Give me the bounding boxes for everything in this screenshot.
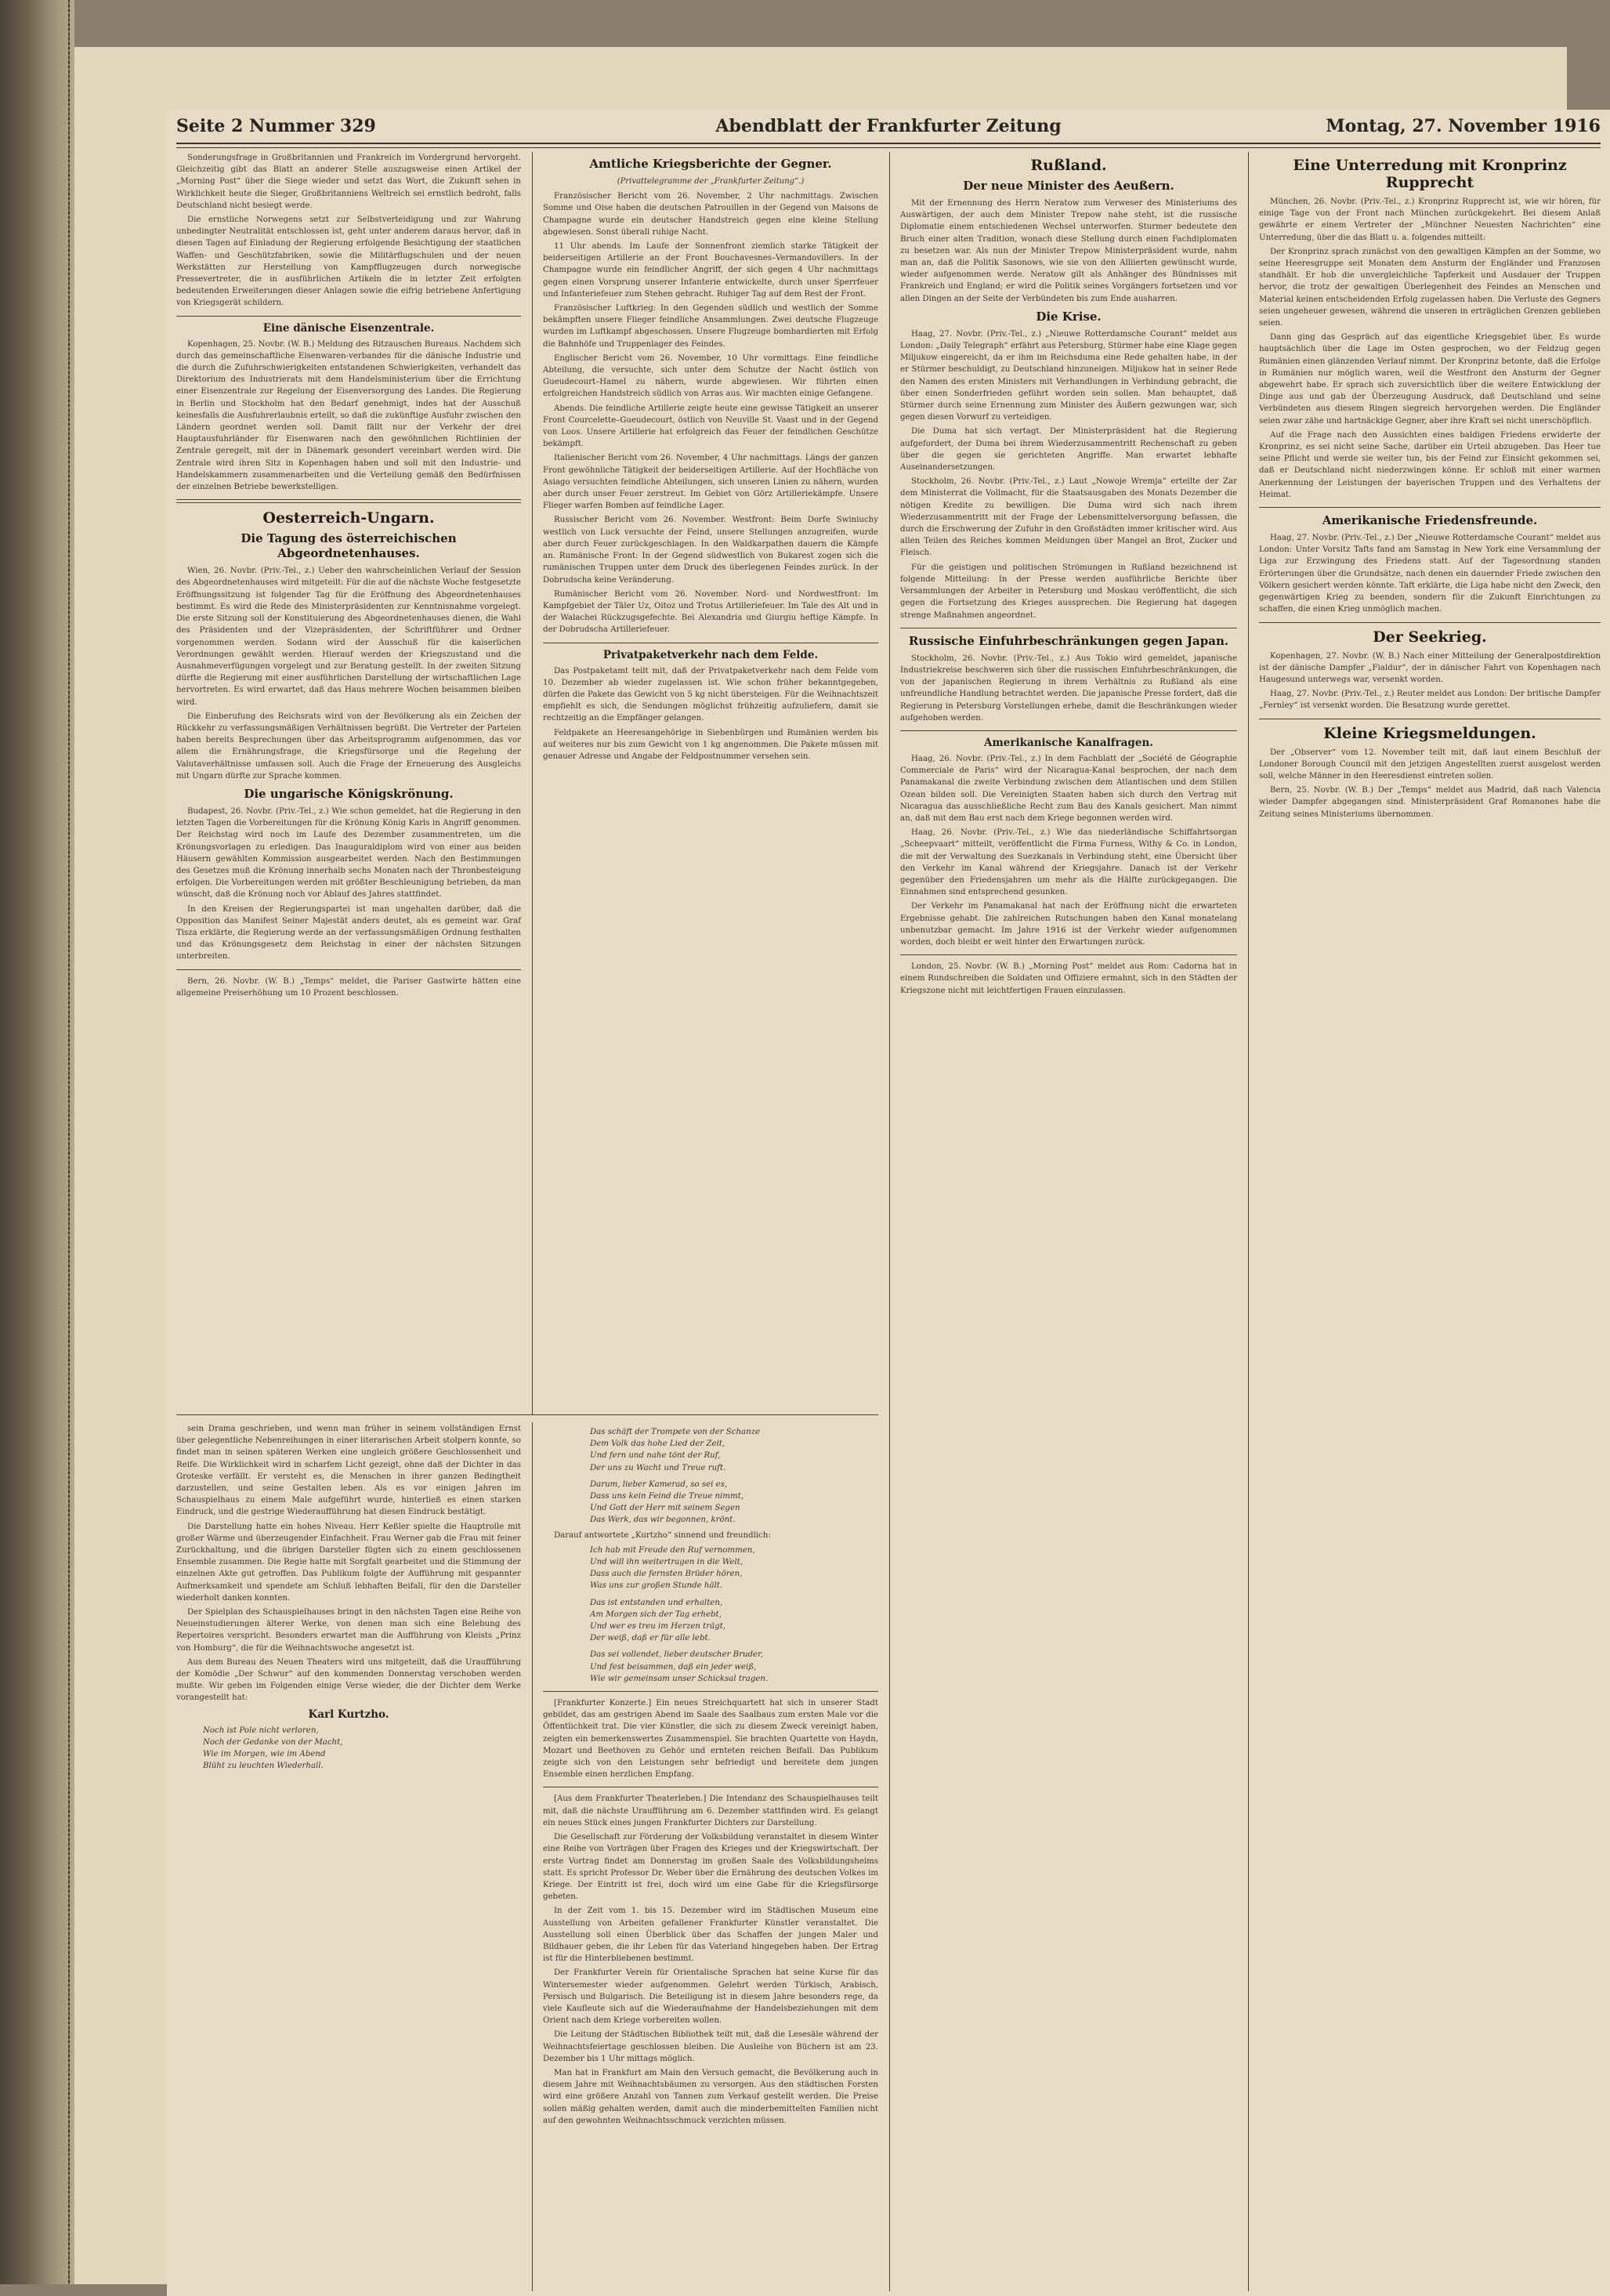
poem-line: Dass auch die fernsten Brüder hören, [590,1570,743,1579]
poem-line: Und fest beisammen, daß ein jeder weiß, [590,1662,757,1671]
article-paragraph: Der Verkehr im Panamakanal hat nach der Eröffnung nicht die erwarteten Ergebnisse gehabt. Die zahlreichen Rutschungen haben den Kanal monatelang unbenutzbar gemacht. Im Jahre 1916 ist der Verkehr wieder aufgenommen worden, doch bleibt er weit hinter den Erwartungen zurück. [900,902,1237,947]
article-paragraph: Stockholm, 26. Novbr. (Priv.-Tel., z.) Laut „Nowoje Wremja“ erteilte der Zar dem Ministerrat die Vollmacht, für die Staatsausgaben des Monats Dezember die nötigen Kredite zu bewilligen. Die Duma wird sich nach ihrem Wiederzusammentritt mit der Frage der Lebensmittelversorgung befassen, die durch die Erschwerung der Zufuhr in den Großstädten immer kritischer wird. Aus allen Teilen des Reiches kommen Meldungen über Mangel an Brot, Zucker und Fleisch. [900,477,1237,558]
poem [590,1545,878,1685]
feuilleton-paragraph: Der Spielplan des Schauspielhauses bringt in den nächsten Tagen eine Reihe von Neueinstudierungen älterer Werke, von denen man sich eine Belebung des Repertoires verspricht. Besonders erwartet man die Aufführung von Kleists „Prinz von Homburg“, die für die Weihnachtswoche angesetzt ist. [176,1608,521,1653]
poem [203,1725,521,1773]
article-paragraph: Italienischer Bericht vom 26. November, 4 Uhr nachmittags. Längs der ganzen Front gewöhnliche Tätigkeit der beiderseitigen Artillerie. Auf der Hochfläche von Asiago versuchten feindliche Abteilungen, sich unseren Linien zu nähern, wurden aber durch unser Feuer zerstreut. Im Gebiet von Görz Artilleriekämpfe. Unsere Flieger warfen Bomben auf feindliche Lager. [543,454,878,511]
section-subtitle: (Privattelegramme der „Frankfurter Zeitung“.) [617,177,805,186]
poem-line: Was uns zur großen Stunde hält. [590,1581,723,1591]
newspaper-sheet [74,47,1601,2284]
article-paragraph: Kopenhagen, 27. Novbr. (W. B.) Nach einer Mitteilung der Generalpostdirektion ist der dänische Dampfer „Fialdur“, der in dänischer Fahrt von Kopenhagen nach Haugesund unterwegs war, versenkt worden. [1259,651,1601,684]
feuilleton-paragraph: Darauf antwortete „Kurtzho“ sinnend und freundlich: [554,1530,771,1540]
article-paragraph: Haag, 27. Novbr. (Priv.-Tel., z.) „Nieuwe Rotterdamsche Courant“ meldet aus London: „Daily Telegraph“ erfährt aus Petersburg, Stürmer habe eine Klage gegen Miljukow eingereicht, da er ihm im Reichsduma eine Rede gehalten habe, in der er Stürmer beschuldigt, zu Deutschland hinzuneigen. Miljukow hat in seiner Rede den Namen des ersten Ministers mit Verhandlungen in Verbindung gebracht, die über einen Sonderfrieden geführt worden sein sollen. Man behauptet, daß Stürmer durch seine Ernennung zum Minister des Äußern gezwungen war, sich gegen diesen Vorwurf zu verteidigen. [900,329,1237,422]
divider [900,730,1237,731]
article-paragraph: Auf die Frage nach den Aussichten eines baldigen Friedens erwiderte der Kronprinz, es sei nicht seine Sache, darüber ein Urteil abzugeben. Das Heer tue seine Pflicht und werde sie weiter tun, bis der Feind zur Einsicht gekommen sei, daß er Deutschland nicht niederzwingen könne. Er schloß mit einer warmen Anerkennung der Leistungen der bayerischen Truppen und des Verhaltens der Heimat. [1259,430,1601,499]
article-paragraph: Der Kronprinz sprach zunächst von den gewaltigen Kämpfen an der Somme, wo seine Heeresgruppe seit Monaten dem Ansturm der Engländer und Franzosen standhält. Er hob die unvergleichliche Tapferkeit und Ausdauer der Truppen hervor, die trotz der gewaltigen Überlegenheit des Feindes an Menschen und Material keinen entscheidenden Erfolg zugelassen haben. Die Verluste des Gegners seien ungeheuer gewesen, während die unseren in erträglichen Grenzen geblieben seien. [1259,247,1601,328]
divider [176,499,521,503]
masthead-rule [176,143,1601,148]
poem-line: Und Gott der Herr mit seinem Segen [590,1504,740,1513]
section-heading: Amtliche Kriegsberichte der Gegner. [589,157,832,171]
article-paragraph: Wien, 26. Novbr. (Priv.-Tel., z.) Ueber den wahrscheinlichen Verlauf der Session des Abgeordnetenhauses wird mitgeteilt: Für die auf die nächste Woche festgesetzte Eröffnungssitzung ist folgender Tag für die Eröffnung des Abgeordnetenhauses bestimmt. Es wird die Rede des Ministerpräsidenten zur Kenntnisnahme vorgelegt. Die erste Sitzung soll der Konstituierung des Abgeordnetenhauses dienen, die Wahl des Präsidenten und der Vizepräsidenten, der Schriftführer und Ordner vorgenommen werden. Sodann wird der Ausschuß für die kaiserlichen Verordnungen gewählt werden. Hierauf werden der Kriegszustand und die Ausnahmeverfügungen vorgelegt und zur Beratung gestellt. In der zweiten Sitzung dürfte die Regierung mit einer ausführlichen Darstellung der wirtschaftlichen Lage hervortreten. Es wird erwartet, daß das Haus mehrere Wochen beisammen bleiben wird. [176,567,521,707]
feuilleton-paragraph: Die Gesellschaft zur Förderung der Volksbildung veranstaltet in diesem Winter eine Reihe von Vorträgen über Fragen des Krieges und der Kriegswirtschaft. Der erste Vortrag findet am Donnerstag im großen Saale des Volksbildungsheims statt. Es spricht Professor Dr. Weber über die Ernährung des deutschen Volkes im Kriege. Der Eintritt ist frei, doch wird um eine Gabe für die Kriegsfürsorge gebeten. [543,1833,878,1902]
feuilleton-paragraph: [Frankfurter Konzerte.] Ein neues Streichquartett hat sich in unserer Stadt gebildet, das am gestrigen Abend im Saale des Saalbaus zum ersten Male vor die Öffentlichkeit trat. Die vier Künstler, die sich zu diesem Zweck vereinigt haben, zeigten ein bemerkenswertes Zusammenspiel. Sie brachten Quartette von Haydn, Mozart und Beethoven zu Gehör und ernteten reichen Beifall. Das Publikum zeigte sich von den Leistungen sehr befriedigt und bereitete dem jungen Ensemble einen herzlichen Empfang. [543,1699,878,1780]
column-rule [1248,152,1249,2291]
article-paragraph: Feldpakete an Heeresangehörige in Siebenbürgen und Rumänien werden bis auf weiteres nur bis zum Gewicht von 1 kg angenommen. Die Pakete müssen mit genauer Adresse und Angabe der Feldpostnummer versehen sein. [543,728,878,761]
article-paragraph: Haag, 26. Novbr. (Priv.-Tel., z.) In dem Fachblatt der „Société de Géographie Commerciale de Paris“ wird der Nicaragua-Kanal besprochen, der nach dem Panamakanal die zweite Verbindung zwischen dem Atlantischen und dem Stillen Ozean bilden soll. Die Vereinigten Staaten haben sich durch den Vertrag mit Nicaragua das ausschließliche Recht zum Bau des Kanals gesichert. Man nimmt an, daß mit dem Bau erst nach dem Kriege begonnen werden wird. [900,754,1237,823]
article-paragraph: In den Kreisen der Regierungspartei ist man ungehalten darüber, daß die Opposition das Manifest Seiner Majestät anders deutet, als es gemeint war. Graf Tisza erklärte, die Regierung werde an der verfassungsmäßigen Ordnung festhalten und das Krönungsgesetz dem Reichstag in einer der nächsten Sitzungen unterbreiten. [176,904,521,961]
feuilleton-column-1 [176,1423,521,2285]
feuilleton-paragraph: Man hat in Frankfurt am Main den Versuch gemacht, die Bevölkerung auch in diesem Jahre mit Weihnachtsbäumen zu versorgen. Aus den städtischen Forsten wird eine größere Anzahl von Tannen zum Verkauf gestellt werden. Die Preise sollen mäßig gehalten werden, damit auch die minderbemittelten Familien nicht auf den gewohnten Weihnachtsschmuck verzichten müssen. [543,2068,878,2125]
poem-line: Blüht zu leuchten Wiederhall. [203,1762,324,1771]
poem-title: Karl Kurtzho. [308,1708,389,1721]
article-paragraph: Der „Observer“ vom 12. November teilt mit, daß laut einem Beschluß der Londoner Borough Council mit den jetzigen Angestellten zuerst ausgelost werden soll, welche Männer in den Heeresdienst eintreten sollen. [1259,748,1601,780]
divider [176,316,521,317]
feuilleton-paragraph: Die Darstellung hatte ein hohes Niveau. Herr Keßler spielte die Hauptrolle mit großer Wärme und überzeugender Einfachheit. Frau Werner gab die Frau mit feiner Zurückhaltung, und die übrigen Darsteller fügten sich zu einem geschlossenen Ensemble zusammen. Die Regie hatte mit Sorgfalt gearbeitet und die Stimmung der einzelnen Akte gut getroffen. Das Publikum folgte der Aufführung mit gespannter Aufmerksamkeit und spendete am Schluß lebhaften Beifall, für den die Darsteller wiederholt danken konnten. [176,1522,521,1602]
page-number: Seite 2 Nummer 329 [176,116,376,136]
poem-line: Und will ihn weitertragen in die Welt, [590,1558,743,1567]
divider [176,969,521,970]
poem-line: Dem Volk das hohe Lied der Zeit, [590,1440,725,1449]
article-paragraph: Russischer Bericht vom 26. November. Westfront: Beim Dorfe Swiniuchy westlich von Luck versuchte der Feind, unsere Stellungen anzugreifen, wurde aber durch Feuer zurückgeschlagen. In den Waldkarpathen dauern die Kämpfe an. Rumänische Front: In der Gegend südwestlich von Bukarest zogen sich die rumänischen Truppen unter dem Druck des überlegenen Feindes zurück. In der Dobrudscha keine Veränderung. [543,516,878,585]
divider [900,954,1237,955]
poem-line: Das ist entstanden und erhalten, [590,1598,723,1607]
article-paragraph: Die Duma hat sich vertagt. Der Ministerpräsident hat die Regierung aufgefordert, der Duma bei ihrem Wiederzusammentritt Rechenschaft zu geben über die gegen sie gerichteten Angriffe. Man erwartet lebhafte Auseinandersetzungen. [900,427,1237,473]
article-heading: Amerikanische Friedensfreunde. [1322,513,1538,528]
column-rule [532,1422,533,2291]
feuilleton-column-2 [543,1423,878,2285]
article-paragraph: Kopenhagen, 25. Novbr. (W. B.) Meldung des Ritzauschen Bureaus. Nachdem sich durch das gemeinschaftliche Eisenwaren-verbandes für die dänische Industrie und die durch die Zufuhrschwierigkeiten entstandenen Schwierigkeiten, verhandelt das Direktorium des Industrierats mit dem Handelsministerium über die Errichtung einer Eisenzentrale zur Regelung der Eisenversorgung des Landes. Die Regierung in Berlin und Stockholm hat den Bedarf genehmigt, indes hat der Ausschuß keinesfalls die Ausfuhrerlaubnis erteilt, so daß die zukünftige Ausfuhr zwischen den Ländern geordnet werden soll. Damit fällt nur der Verkehr der drei Hauptausfuhrländer für Eisenwaren nach den gewöhnlichen Richtlinien der Zentrale geregelt, mit der in Dänemark gesondert vereinbart werden wird. Die Zentrale wird ihren Sitz in Kopenhagen haben und soll mit den Industrie- und Handelskammern zusammenarbeiten und die Verteilung gemäß den Bedürfnissen der einzelnen Betriebe bewerkstelligen. [176,339,521,492]
poem-line: Das Werk, das wir begonnen, krönt. [590,1516,736,1525]
article-paragraph: Englischer Bericht vom 26. November, 10 Uhr vormittags. Eine feindliche Abteilung, die versuchte, sich unter dem Schutze der Nacht östlich von Gueudecourt–Hamel zu nähern, wurde abgewiesen. Wir führten einen erfolgreichen Handstreich südlich von Arras aus. Wir machten einige Gefangene. [543,353,878,399]
poem-line: Das schäft der Trompete von der Schanze [590,1428,761,1436]
article-heading: Die ungarische Königskrönung. [244,786,454,801]
article-paragraph: Stockholm, 26. Novbr. (Priv.-Tel., z.) Aus Tokio wird gemeldet, japanische Industriekreise beschweren sich über die russischen Einfuhrbeschränkungen, die von der japanischen Regierung in ihrem Verhältnis zu Rußland als eine unfreundliche Handlung betrachtet werden. Die japanische Presse fordert, daß die Regierung in Petersburg Vorstellungen erhebe, damit die Beschränkungen wieder aufgehoben werden. [900,654,1237,722]
article-paragraph: Französischer Bericht vom 26. November, 2 Uhr nachmittags. Zwischen Somme und Oise haben die deutschen Patrouillen in der Gegend von Maisons de Champagne wurde ein deutscher Handstreich gegen eine kleine Stellung abgewiesen. Sonst überall ruhige Nacht. [543,192,878,237]
feuilleton-paragraph: sein Drama geschrieben, und wenn man früher in seinem vollständigen Ernst über gelegentliche Nebenreihungen in einer literarischen Arbeit stolpern konnte, so findet man in seinen späteren Werken eine ungleich größere Geschlossenheit und Reife. Die Wirklichkeit wird in scharfem Licht gezeigt, ohne daß der Dichter in das Groteske verfällt. Er versteht es, die Menschen in ihrer ganzen Bedingtheit darzustellen, und seine Gestalten leben. Als es vor einigen Jahren im Schauspielhaus zu einem Male aufgeführt wurde, hinterließ es einen starken Eindruck, und die gestrige Wiederaufführung hat diesen Eindruck bestätigt. [176,1425,521,1517]
article-paragraph: Sonderungsfrage in Großbritannien und Frankreich im Vordergrund hervorgeht. Gleichzeitig gibt das Blatt an anderer Stelle auszugsweise einen Artikel der „Morning Post“ über die Siege wieder und setzt das Wort, die Zukunft sehen in Wirklichkeit heute die Sieger, Großbritanniens Weltreich sei ernstlich bedroht, falls Deutschland nicht besiegt werde. [176,154,521,210]
issue-date: Montag, 27. November 1916 [1326,116,1601,136]
feuilleton-paragraph: [Aus dem Frankfurter Theaterleben.] Die Intendanz des Schauspielhauses teilt mit, daß die nächste Uraufführung am 6. Dezember stattfinden wird. Es gelangt ein neues Stück eines jungen Frankfurter Dichters zur Darstellung. [543,1794,878,1827]
article-paragraph: Dann ging das Gespräch auf das eigentliche Kriegsgebiet über. Es wurde hauptsächlich über die Lage im Osten gesprochen, wo der Feldzug gegen Rumänien einen glänzenden Verlauf nimmt. Der Kronprinz betonte, daß die Erfolge in Rumänien nur möglich waren, weil die Westfront den Ansturm der Gegner abgewehrt habe. Er sprach sich zuversichtlich über die weitere Entwicklung der Dinge aus und gab der Überzeugung Ausdruck, daß Deutschland und seine Verbündeten aus diesem Ringen siegreich hervorgehen werden. Die Engländer seien zwar zähe und hartnäckige Gegner, aber ihre Kraft sei nicht unerschöpflich. [1259,333,1601,426]
article-paragraph: Die ernstliche Norwegens setzt zur Selbstverteidigung und zur Wahrung unbedingter Neutralität entschlossen ist, geht unter anderem daraus hervor, daß in diesen Tagen auf Einladung der Regierung erfolgende Besichtigung der staatlichen Waffen- und Geschützfabriken, sowie die Militärflugschulen und der neuen Werkstätten zur Herstellung von Kampfflugzeugen durch norwegische Pressevertreter, die in ausführlichen Artikeln die in letzter Zeit erfolgten bedeutenden Erweiterungen dieser Anlagen sowie die eifrig betriebene Anfertigung von Kriegsgerät schildern. [176,215,521,308]
poem-line: Und fern und nahe tönt der Ruf, [590,1451,721,1461]
article-heading: Eine Unterredung mit Kronprinz Rupprecht [1293,157,1567,191]
poem-line: Wie im Morgen, wie im Abend [203,1750,326,1759]
poem-line: Und wer es treu im Herzen trägt, [590,1622,726,1631]
poem-line: Wie wir gemeinsam unser Schicksal tragen. [590,1674,769,1683]
article-paragraph: Französischer Luftkrieg: In den Gegenden südlich und westlich der Somme bekämpften unsere Flieger feindliche Ansammlungen. Zwei deutsche Flugzeuge wurden im Luftkampf abgeschossen. Unsere Flugzeuge bombardierten mit Erfolg die Bahnhöfe und Truppenlager des Feindes. [543,304,878,349]
article-paragraph: 11 Uhr abends. Im Laufe der Sonnenfront ziemlich starke Tätigkeit der beiderseitigen Artillerie an der Front Bouchavesnes–Vermandovillers. In der Champagne wurde ein feindlicher Angriff, der sich gegen 4 Uhr nachmittags gegen einen Vorsprung unserer Infanterie entwickelte, durch unser Sperrfeuer und Infanteriefeuer zum Stehen gebracht. Ruhiger Tag auf dem Rest der Front. [543,242,878,299]
poem-line: Der uns zu Wacht und Treue ruft. [590,1463,726,1472]
article-paragraph: Bern, 26. Novbr. (W. B.) „Temps“ meldet, die Pariser Gastwirte hätten eine allgemeine Preiserhöhung um 10 Prozent beschlossen. [176,976,521,998]
article-paragraph: Haag, 27. Novbr. (Priv.-Tel., z.) Reuter meldet aus London: Der britische Dampfer „Fernley“ ist versenkt worden. Die Besatzung wurde gerettet. [1259,690,1601,711]
newspaper-title: Abendblatt der Frankfurter Zeitung [715,116,1062,136]
poem-line: Am Morgen sich der Tag erhebt, [590,1610,722,1619]
feuilleton-paragraph: In der Zeit vom 1. bis 15. Dezember wird im Städtischen Museum eine Ausstellung von Arbeiten gefallener Frankfurter Künstler veranstaltet. Die Ausstellung soll einen Überblick über das Schaffen der jungen Maler und Bildhauer geben, die ihr Leben für das Vaterland hingegeben haben. Der Ertrag ist für die Hinterbliebenen bestimmt. [543,1907,878,1964]
column-2 [543,152,878,1406]
article-paragraph: Budapest, 26. Novbr. (Priv.-Tel., z.) Wie schon gemeldet, hat die Regierung in den letzten Tagen die Vorbereitungen für die Krönung König Karls in Angriff genommen. Der Reichstag wird noch im Laufe des Dezember zusammentreten, um die Krönungsvorlagen zu erledigen. Das Inauguraldiplom wird von einer aus beiden Häusern gewählten Kommission ausgearbeitet werden. Nach den Bestimmungen des Gesetzes muß die Krönung innerhalb sechs Monaten nach der Thronbesteigung erfolgen. Die Vorbereitungen werden mit größter Beschleunigung betrieben, da man wünscht, daß die Krönung noch vor Ablauf des Jahres stattfindet. [176,806,521,900]
feuilleton-paragraph: Die Leitung der Städtischen Bibliothek teilt mit, daß die Lesesäle während der Weihnachtsfeiertage geschlossen bleiben. Die Ausleihe von Büchern ist am 23. Dezember bis 1 Uhr mittags möglich. [543,2030,878,2063]
column-rule [532,152,533,1414]
poem-line: Der weiß, daß er für alle lebt. [590,1634,711,1643]
article-heading: Der neue Minister des Aeußern. [963,179,1174,193]
newspaper-page [167,110,1610,2296]
divider [1259,622,1601,623]
article-heading: Russische Einfuhrbeschränkungen gegen Japan. [908,633,1229,648]
section-heading: Rußland. [1030,157,1107,174]
article-paragraph: Abends. Die feindliche Artillerie zeigte heute eine gewisse Tätigkeit an unserer Front Courcelette–Gueudecourt, östlich von Neuville St. Vaast und in der Gegend von Loos. Unsere Artillerie hat erfolgreich das Feuer der feindlichen Geschütze bekämpft. [543,404,878,449]
article-paragraph: Für die geistigen und politischen Strömungen in Rußland bezeichnend ist folgende Mitteilung: In der Presse werden ausführliche Berichte über Versammlungen der Arbeiter in Petersburg und Moskau veröffentlicht, die sich gegen die Fortsetzung des Krieges aussprechen. Die Regierung hat dagegen strenge Maßnahmen angeordnet. [900,563,1237,620]
article-heading: Amerikanische Kanalfragen. [984,736,1153,749]
column-3 [900,152,1237,2283]
column-1 [176,152,521,1406]
masthead [176,114,1601,141]
poem-line: Darum, lieber Kamerad, so sei es, [590,1479,728,1489]
article-paragraph: Bern, 25. Novbr. (W. B.) Der „Temps“ meldet aus Madrid, daß nach Valencia wieder Dampfer abgegangen sind. Ministerpräsident Graf Romanones habe die Zeitung seines Ministeriums übernommen. [1259,786,1601,819]
section-heading: Oesterreich-Ungarn. [262,509,435,527]
book-binding [0,0,74,2284]
article-paragraph: Rumänischer Bericht vom 26. November. Nord- und Nordwestfront: Im Kampfgebiet der Täler Uz, Oitoz und Trotus Artilleriefeuer. Im Tale des Alt und in der Walachei Rückzugsgefechte. Bei Alexandria und Giurgiu heftige Kämpfe. In der Dobrudscha Artilleriefeuer. [543,589,878,635]
section-heading: Der Seekrieg. [1373,628,1487,646]
poem-line: Noch ist Pole nicht verloren, [203,1726,319,1735]
article-heading: Die Krise. [1036,309,1102,324]
article-paragraph: Das Postpaketamt teilt mit, daß der Privatpaketverkehr nach dem Felde vom 10. Dezember ab wieder zugelassen ist. Wie schon früher bekanntgegeben, dürfen die Pakete das Gewicht von 5 kg nicht übersteigen. Für die Weihnachtszeit empfiehlt es sich, die Sendungen möglichst frühzeitig aufzuliefern, damit sie rechtzeitig an die Empfänger gelangen. [543,666,878,723]
article-paragraph: München, 26. Novbr. (Priv.-Tel., z.) Kronprinz Rupprecht ist, wie wir hören, für einige Tage von der Front nach München zurückgekehrt. Bei diesem Anlaß gewährte er einem Vertreter der „Münchner Neuesten Nachrichten“ eine Unterredung, über die das Blatt u. a. folgendes mitteilt: [1259,197,1601,242]
section-heading: Kleine Kriegsmeldungen. [1323,724,1536,742]
article-paragraph: Haag, 27. Novbr. (Priv.-Tel., z.) Der „Nieuwe Rotterdamsche Courant“ meldet aus London: Unter Vorsitz Tafts fand am Samstag in New York eine Versammlung der Liga zur Erzwingung des Friedens statt. Auf der Tagesordnung standen Erörterungen über die Grundsätze, nach denen ein dauernder Friede zwischen den Völkern gesichert werden könnte. Taft erklärte, die Liga habe nicht den Zweck, den gegenwärtigen Krieg zu beenden, sondern für die Zukunft Einrichtungen zu schaffen, die einen Krieg unmöglich machen. [1259,534,1601,614]
feuilleton-paragraph: Der Frankfurter Verein für Orientalische Sprachen hat seine Kurse für das Wintersemester wieder aufgenommen. Gelehrt werden Türkisch, Arabisch, Persisch und Bulgarisch. Die Beteiligung ist in diesem Jahre besonders rege, da viele Kaufleute sich auf die Wiederaufnahme der Handelsbeziehungen mit dem Orient nach dem Kriege vorbereiten wollen. [543,1968,878,2026]
divider [1259,507,1601,508]
poem [590,1426,878,1526]
article-paragraph: London, 25. Novbr. (W. B.) „Morning Post“ meldet aus Rom: Cadorna hat in einem Rundschreiben die Soldaten und Offiziere ermahnt, sich in den Städten der Kriegszone nicht mit leichtfertigen Frauen einzulassen. [900,962,1237,995]
article-heading: Privatpaketverkehr nach dem Felde. [602,648,819,661]
feuilleton-rule [176,1414,878,1415]
column-4 [1259,152,1601,2283]
article-paragraph: Die Einberufung des Reichsrats wird von der Bevölkerung als ein Zeichen der Rückkehr zu verfassungsmäßigen Verhältnissen begrüßt. Die Vertreter der Parteien haben bereits Besprechungen über das Arbeitsprogramm aufgenommen, das vor allem die Ernährungsfrage, die Kriegsfürsorge und die Regelung der Valutaverhältnisse umfassen soll. Auch die Frage der Erneuerung des Ausgleichs mit Ungarn dürfte zur Sprache kommen. [176,712,521,780]
section-heading: Eine dänische Eisenzentrale. [262,321,435,335]
poem-line: Ich hab mit Freude den Ruf vernommen, [590,1545,755,1555]
poem-line: Das sei vollendet, lieber deutscher Bruder, [590,1650,764,1660]
poem-line: Noch der Gedanke von der Macht, [203,1737,343,1747]
article-heading: Die Tagung des österreichischen Abgeordnetenhauses. [241,531,457,561]
article-paragraph: Mit der Ernennung des Herrn Neratow zum Verweser des Ministeriums des Auswärtigen, der auch dem Minister Trepow nahe steht, ist die russische Diplomatie einem entschiedenen Wechsel unterworfen. Sturmer bedeutete den Bruch einer alten Tradition, wonach diese Stellung durch einen Fachdiplomaten zu besetzen war. Als nun der Minister Trepow Ministerpräsident wurde, nahm man an, daß die Politik Sasonows, wie sie von den Alliierten gewünscht wurde, wieder aufgenommen werde. Neratow gilt als Anhänger des Bündnisses mit Frankreich und England; er wird die Politik seines Vorgängers fortsetzen und vor allen Dingen an der Seite der Verbündeten bis zum Ende ausharren. [900,199,1237,303]
divider [543,1691,878,1692]
poem-line: Dass uns kein Feind die Treue nimmt, [590,1492,743,1501]
article-paragraph: Haag, 26. Novbr. (Priv.-Tel., z.) Wie das niederländische Schiffahrtsorgan „Scheepvaart“ mitteilt, veröffentlicht die Firma Furness, Withy & Co. in London, die mit der Verwaltung des Suezkanals in Verbindung steht, eine Übersicht über den Verkehr im Kanal während der Kriegsjahre. Danach ist der Verkehr gegenüber den Friedensjahren um mehr als die Hälfte zurückgegangen. Die Einnahmen sind entsprechend gesunken. [900,828,1237,897]
column-rule [889,152,890,2291]
feuilleton-paragraph: Aus dem Bureau des Neuen Theaters wird uns mitgeteilt, daß die Uraufführung der Komödie „Der Schwur“ auf den kommenden Donnerstag verschoben werden mußte. Wir geben im Folgenden einige Verse wieder, die der Dichter dem Werke vorangestellt hat: [176,1657,521,1703]
